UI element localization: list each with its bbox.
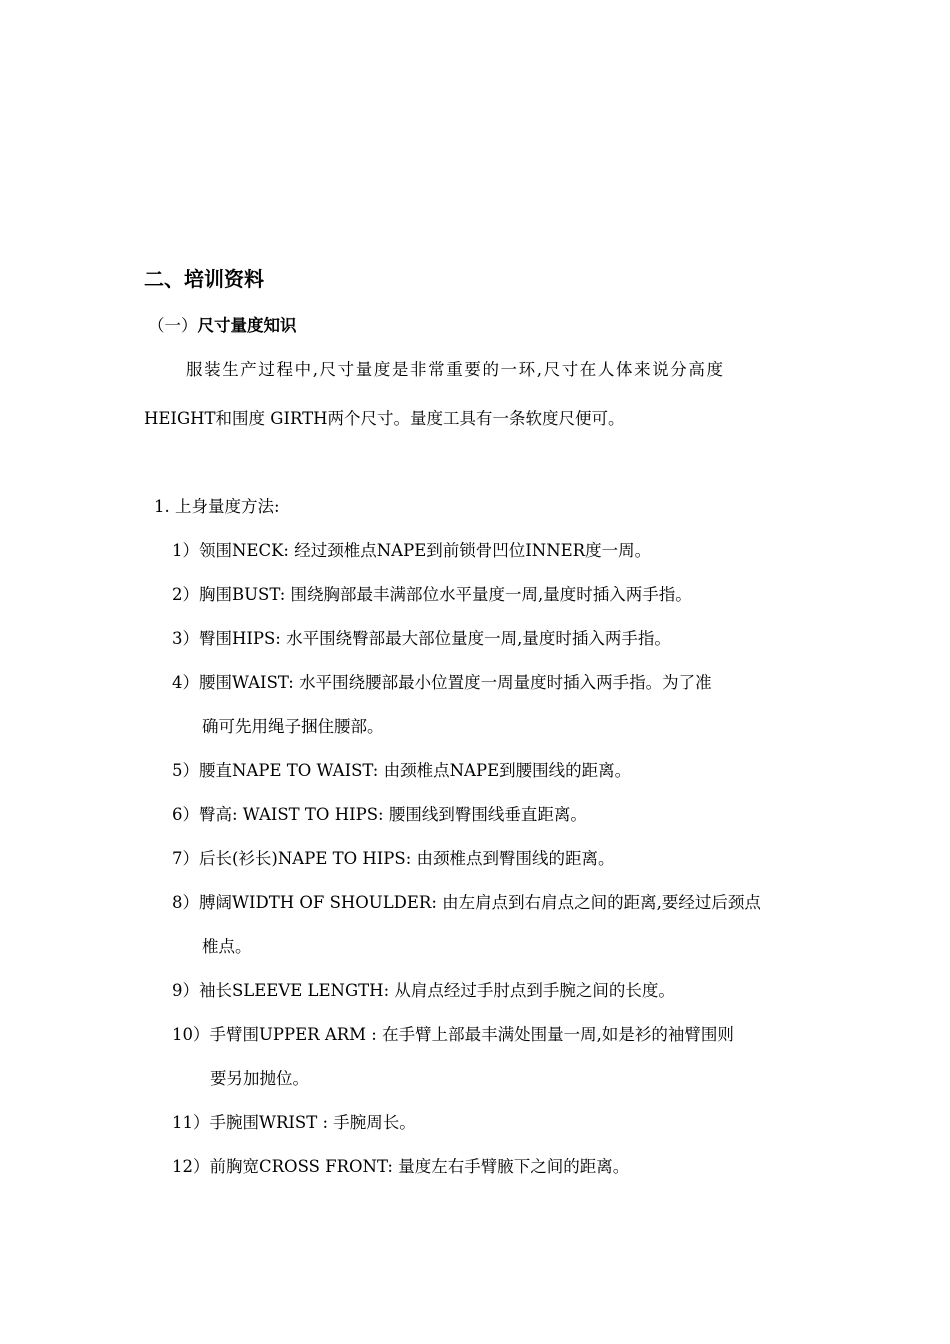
intro-line-2: HEIGHT和围度 GIRTH两个尺寸。量度工具有一条软度尺便可。	[144, 409, 625, 428]
list-item-6: 6）臀高: WAIST TO HIPS: 腰围线到臀围线垂直距离。	[172, 805, 587, 824]
subsection-heading	[148, 314, 297, 338]
list-title: 1. 上身量度方法:	[154, 497, 280, 516]
list-item-3: 3）臀围HIPS: 水平围绕臀部最大部位量度一周,量度时插入两手指。	[172, 629, 671, 648]
list-item-1: 1）领围NECK: 经过颈椎点NAPE到前锁骨凹位INNER度一周。	[172, 541, 652, 560]
list-item-9: 9）袖长SLEEVE LENGTH: 从肩点经过手肘点到手腕之间的长度。	[172, 981, 675, 1000]
subsection-number: （一）	[148, 316, 198, 335]
intro-line-1: 服装生产过程中,尺寸量度是非常重要的一环,尺寸在人体来说分高度	[186, 360, 725, 379]
list-item-10-continuation: 要另加抛位。	[210, 1069, 309, 1088]
list-item-4: 4）腰围WAIST: 水平围绕腰部最小位置度一周量度时插入两手指。为了准	[172, 673, 712, 692]
list-item-4-continuation: 确可先用绳子捆住腰部。	[202, 717, 384, 736]
list-item-11: 11）手腕围WRIST : 手腕周长。	[172, 1113, 416, 1132]
list-item-8: 8）膊阔WIDTH OF SHOULDER: 由左肩点到右肩点之间的距离,要经过后颈点	[172, 893, 761, 912]
list-item-2: 2）胸围BUST: 围绕胸部最丰满部位水平量度一周,量度时插入两手指。	[172, 585, 692, 604]
list-item-12: 12）前胸宽CROSS FRONT: 量度左右手臂腋下之间的距离。	[172, 1157, 630, 1176]
list-item-8-continuation: 椎点。	[202, 937, 252, 956]
section-title: 二、培训资料	[144, 267, 264, 291]
list-item-5: 5）腰直NAPE TO WAIST: 由颈椎点NAPE到腰围线的距离。	[172, 761, 632, 780]
list-item-10: 10）手臂围UPPER ARM : 在手臂上部最丰满处围量一周,如是衫的袖臂围则	[172, 1025, 734, 1044]
subsection-title: 尺寸量度知识	[197, 316, 297, 335]
list-item-7: 7）后长(衫长)NAPE TO HIPS: 由颈椎点到臀围线的距离。	[172, 849, 615, 868]
